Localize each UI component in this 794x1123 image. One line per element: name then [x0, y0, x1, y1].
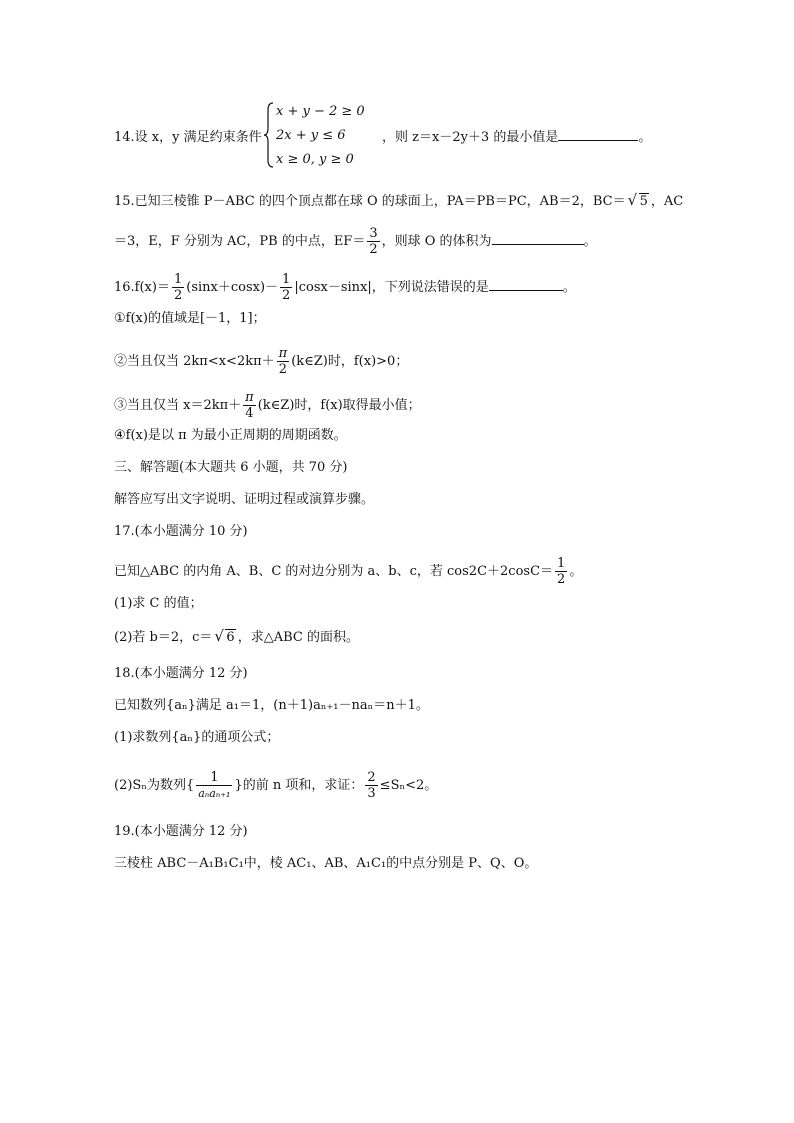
section-3-title: 三、解答题(本大题共 6 小题，共 70 分) — [114, 460, 348, 475]
fraction-denominator: 2 — [557, 572, 566, 587]
q19-stem: 三棱柱 ABC－A₁B₁C₁中，棱 AC₁、AB、A₁C₁的中点分别是 P、Q、O。 — [114, 856, 538, 871]
q16-opt2-fraction — [277, 346, 290, 377]
fraction-denominator: 2 — [369, 242, 378, 257]
fraction-numerator: 1 — [557, 556, 566, 571]
q16-fraction-1 — [172, 272, 184, 303]
q17-fraction — [555, 556, 567, 587]
q18-part-2 — [114, 770, 437, 801]
q17-part-1: (1)求 C 的值； — [114, 596, 203, 611]
q17-p2-text-b: ，求△ABC 的面积。 — [237, 630, 359, 645]
section-3-instruction: 解答应写出文字说明、证明过程或演算步骤。 — [114, 492, 375, 507]
q18-p2-text-b: }的前 n 项和，求证： — [234, 778, 364, 793]
q15-fraction — [367, 226, 379, 257]
q14-prefix: 14.设 x，y 满足约束条件 — [114, 130, 262, 145]
fraction-numerator: π — [245, 390, 254, 405]
q16-option-3 — [114, 390, 421, 421]
q16-option-1: ①f(x)的值域是[－1，1]； — [114, 311, 266, 326]
q15-period: 。 — [583, 234, 597, 249]
q17-stem — [114, 556, 582, 587]
q18-p2-text-c: ≤Sₙ<2。 — [379, 778, 438, 793]
sqrt-icon — [628, 192, 649, 212]
q18-header: 18.(本小题满分 12 分) — [114, 666, 248, 681]
q16-option-4: ④f(x)是以 π 为最小正周期的周期函数。 — [114, 428, 347, 443]
fraction-denominator: 2 — [282, 288, 291, 303]
fraction-numerator: 1 — [282, 272, 291, 287]
q14-suffix — [382, 128, 651, 148]
q15-text-c: ＝3，E，F 分别为 AC，PB 的中点，EF＝ — [114, 234, 366, 249]
fraction-numerator: 1 — [196, 770, 232, 786]
q14-suffix-text: ，则 z＝x－2y＋3 的最小值是 — [382, 130, 559, 145]
q15-line-2 — [114, 226, 597, 257]
fraction-numerator: 1 — [173, 272, 183, 287]
q17-header: 17.(本小题满分 10 分) — [114, 524, 248, 539]
q14-constraint-2: 2x + y ≤ 6 — [276, 128, 346, 143]
q16-opt2-text-a: ②当且仅当 2kπ<x<2kπ＋ — [114, 354, 275, 369]
answer-blank — [558, 128, 638, 141]
q16-fraction-2 — [280, 272, 292, 303]
q14-period: 。 — [638, 130, 652, 145]
q18-stem: 已知数列{aₙ}满足 a₁＝1，(n＋1)aₙ₊₁－naₙ＝n＋1。 — [114, 698, 429, 713]
q14-constraint-3: x ≥ 0, y ≥ 0 — [276, 152, 354, 167]
q16-opt3-text-a: ③当且仅当 x＝2kπ＋ — [114, 398, 242, 413]
fraction-denominator: aₙaₙ₊₁ — [198, 787, 231, 800]
q16-opt3-fraction — [243, 390, 256, 421]
q16-text-b: (sinx＋cosx)－ — [186, 280, 279, 295]
fraction-numerator: 3 — [369, 226, 378, 241]
answer-blank — [492, 232, 584, 245]
q16-period: 。 — [562, 280, 576, 295]
q16-opt2-text-b: (k∈Z)时，f(x)>0； — [291, 354, 409, 369]
answer-blank — [489, 278, 563, 291]
sqrt-icon — [214, 628, 235, 648]
q16-line — [114, 272, 576, 303]
q15-text-d: ，则球 O 的体积为 — [381, 234, 492, 249]
fraction-numerator: π — [278, 346, 288, 361]
q16-text-c: |cosx－sinx|，下列说法错误的是 — [294, 280, 489, 295]
q18-fraction — [196, 770, 232, 801]
q18-fraction-2 — [365, 770, 377, 801]
q16-opt3-text-b: (k∈Z)时，f(x)取得最小值； — [257, 398, 421, 413]
q17-stem-text: 已知△ABC 的内角 A、B、C 的对边分别为 a、b、c，若 cos2C＋2cosC＝ — [114, 564, 554, 579]
fraction-denominator: 2 — [173, 288, 183, 303]
q14-constraint-1: x + y − 2 ≥ 0 — [276, 104, 365, 119]
q16-option-2 — [114, 346, 408, 377]
q17-period: 。 — [569, 564, 583, 579]
q18-p2-text-a: (2)Sₙ为数列{ — [114, 778, 195, 793]
q16-text-a: 16.f(x)＝ — [114, 280, 170, 295]
q15-text-b: ，AC — [650, 194, 684, 209]
fraction-denominator: 2 — [278, 362, 288, 377]
fraction-numerator: 2 — [367, 770, 376, 785]
q17-p2-text-a: (2)若 b＝2，c＝ — [114, 630, 213, 645]
q18-part-1: (1)求数列{aₙ}的通项公式； — [114, 730, 280, 745]
q15-text-a: 15.已知三棱锥 P－ABC 的四个顶点都在球 O 的球面上，PA＝PB＝PC，AB＝2，BC＝ — [114, 194, 626, 209]
q17-part-2 — [114, 628, 359, 648]
q15-sqrt-value: 5 — [639, 194, 648, 209]
q15-line-1 — [114, 192, 683, 212]
q19-header: 19.(本小题满分 12 分) — [114, 824, 248, 839]
q14-line — [114, 128, 262, 148]
fraction-denominator: 3 — [367, 786, 376, 801]
fraction-denominator: 4 — [245, 406, 254, 421]
q17-sqrt-value: 6 — [226, 630, 235, 645]
brace-icon — [264, 102, 274, 168]
